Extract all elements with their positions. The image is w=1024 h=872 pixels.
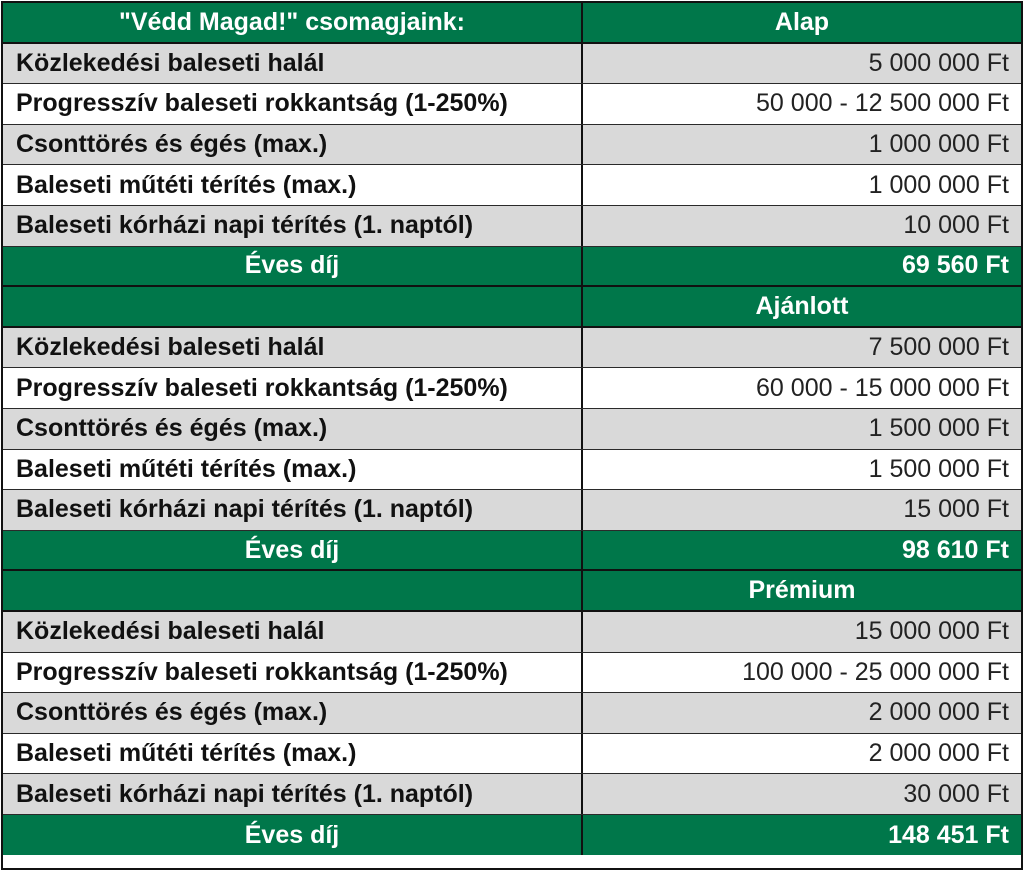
annual-fee-value: 148 451 Ft [888, 820, 1009, 849]
row-value: 15 000 Ft [903, 495, 1009, 524]
table-row [3, 125, 1021, 166]
empty-header-cell [3, 287, 583, 326]
row-label: Progresszív baleseti rokkantság (1-250%) [3, 84, 583, 124]
table-row [3, 368, 1021, 409]
table-row [3, 409, 1021, 450]
row-label: Baleseti műtéti térítés (max.) [3, 165, 583, 205]
annual-fee-label: Éves díj [3, 531, 583, 570]
package-name: Prémium [748, 576, 856, 605]
row-label: Csonttörés és égés (max.) [3, 409, 583, 449]
table-row [3, 612, 1021, 653]
row-value: 2 000 000 Ft [868, 698, 1009, 727]
annual-fee-row [3, 815, 1021, 856]
row-value: 1 500 000 Ft [868, 414, 1009, 443]
row-label: Baleseti műtéti térítés (max.) [3, 450, 583, 490]
table-row [3, 490, 1021, 531]
row-value: 100 000 - 25 000 000 Ft [742, 657, 1009, 686]
package-name: Ajánlott [755, 291, 849, 320]
empty-header-cell [3, 571, 583, 610]
package-name: Alap [774, 7, 830, 36]
annual-fee-label: Éves díj [3, 247, 583, 286]
row-value: 15 000 000 Ft [854, 617, 1009, 646]
package-header-row [3, 571, 1021, 612]
row-value: 1 500 000 Ft [868, 454, 1009, 483]
table-row [3, 206, 1021, 247]
row-value: 5 000 000 Ft [868, 48, 1009, 77]
row-value: 60 000 - 15 000 000 Ft [756, 373, 1009, 402]
row-label: Közlekedési baleseti halál [3, 44, 583, 84]
row-value: 10 000 Ft [903, 211, 1009, 240]
table-title: "Védd Magad!" csomagjaink: [3, 3, 583, 42]
annual-fee-value: 69 560 Ft [901, 251, 1009, 280]
row-label: Csonttörés és égés (max.) [3, 125, 583, 165]
table-row [3, 328, 1021, 369]
annual-fee-value: 98 610 Ft [901, 535, 1009, 564]
row-value: 1 000 000 Ft [868, 130, 1009, 159]
annual-fee-label: Éves díj [3, 815, 583, 856]
package-comparison-table [1, 1, 1023, 870]
row-value: 2 000 000 Ft [868, 738, 1009, 767]
row-value: 1 000 000 Ft [868, 170, 1009, 199]
row-label: Közlekedési baleseti halál [3, 612, 583, 652]
package-header-row [3, 287, 1021, 328]
annual-fee-row [3, 247, 1021, 288]
table-row [3, 450, 1021, 491]
table-row [3, 84, 1021, 125]
row-label: Progresszív baleseti rokkantság (1-250%) [3, 368, 583, 408]
row-value: 50 000 - 12 500 000 Ft [756, 89, 1009, 118]
package-header-row [3, 3, 1021, 44]
row-value: 30 000 Ft [903, 779, 1009, 808]
row-value: 7 500 000 Ft [868, 333, 1009, 362]
table-row [3, 734, 1021, 775]
table-row [3, 774, 1021, 815]
row-label: Baleseti kórházi napi térítés (1. naptól) [3, 206, 583, 246]
table-row [3, 165, 1021, 206]
table-row [3, 44, 1021, 85]
row-label: Közlekedési baleseti halál [3, 328, 583, 368]
row-label: Progresszív baleseti rokkantság (1-250%) [3, 653, 583, 693]
annual-fee-row [3, 531, 1021, 572]
row-label: Csonttörés és égés (max.) [3, 693, 583, 733]
row-label: Baleseti kórházi napi térítés (1. naptól) [3, 490, 583, 530]
table-row [3, 653, 1021, 694]
row-label: Baleseti kórházi napi térítés (1. naptól) [3, 774, 583, 814]
table-row [3, 693, 1021, 734]
row-label: Baleseti műtéti térítés (max.) [3, 734, 583, 774]
